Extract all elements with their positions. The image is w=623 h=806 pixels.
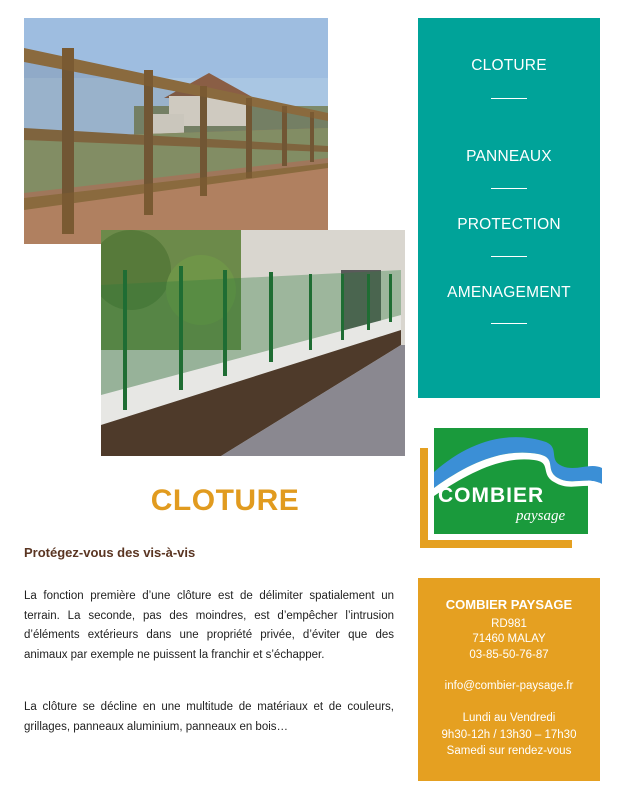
contact-company: COMBIER PAYSAGE [445,597,573,612]
menu-separator [491,323,527,324]
menu-item-cloture[interactable]: CLOTURE [471,57,547,74]
menu-separator [491,98,527,99]
contact-panel [418,578,600,781]
contact-address-1: RD981 [491,618,527,630]
contact-saturday: Samedi sur rendez-vous [446,745,572,757]
combier-paysage-logo [420,428,602,552]
contact-email[interactable]: info@combier-paysage.fr [444,680,574,692]
contact-hours: 9h30-12h / 13h30 – 17h30 [441,729,577,741]
contact-phone[interactable]: 03-85-50-76-87 [469,649,549,661]
menu-panel [418,18,600,398]
menu-item-protection[interactable]: PROTECTION [457,216,561,233]
menu-separator [491,188,527,189]
page-title: CLOTURE [150,484,300,517]
photo-green-panel-fence [101,230,405,456]
paragraph-2: La clôture se décline en une multitude de matériaux et de couleurs, grillages, panneaux aluminium, panneaux en bois… [24,701,394,733]
menu-separator [491,256,527,257]
photo-wooden-fence [24,18,328,244]
logo-text-combier: COMBIER [438,484,545,507]
paragraph-1: La fonction première d’une clôture est de délimiter spatialement un terrain. La seconde, pas des moindres, est d’empêcher l’intrusion d’éléments extérieurs dans une propriété privée, d’éviter que des animaux par exemple ne puissent la franchir et s’échapper. [24,590,394,661]
menu-item-panneaux[interactable]: PANNEAUX [466,148,552,165]
contact-days: Lundi au Vendredi [462,712,556,724]
contact-address-2: 71460 MALAY [472,633,546,645]
page-subtitle: Protégez-vous des vis-à-vis [24,545,196,560]
logo-text-paysage: paysage [516,508,566,524]
menu-item-amenagement[interactable]: AMENAGEMENT [447,284,571,301]
